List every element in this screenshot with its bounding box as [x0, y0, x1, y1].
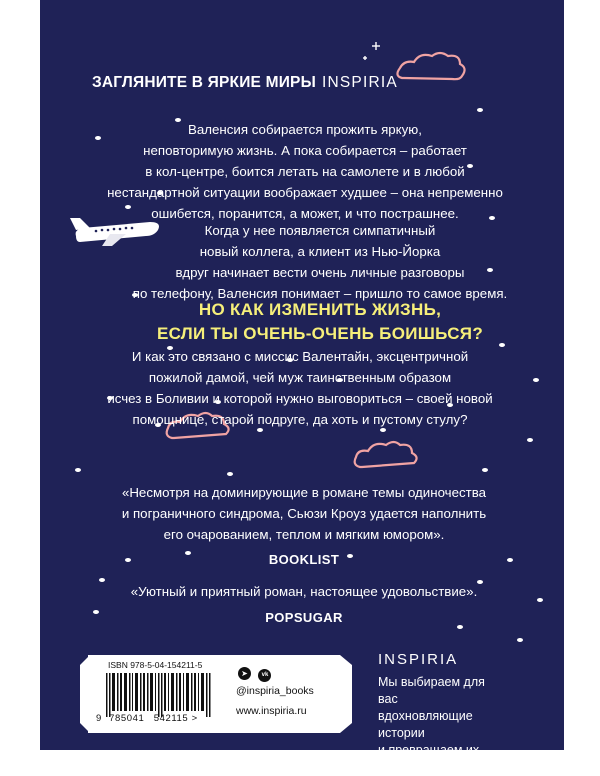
synopsis-paragraph-1: [100, 119, 510, 224]
star: [482, 468, 488, 472]
telegram-icon[interactable]: ➤: [238, 667, 251, 680]
barcode-tab-edge: [80, 655, 90, 733]
text-line: неповторимую жизнь. А пока собирается – работает: [143, 143, 467, 158]
star: [457, 625, 463, 629]
star: [477, 108, 483, 112]
text-line: пожилой дамой, чей муж таинственным образом: [148, 370, 452, 385]
review-line: «Несмотря на доминирующие в романе темы одиночества: [121, 485, 487, 500]
text-line: исчез в Боливии и которой нужно выговориться – своей новой: [107, 391, 493, 406]
synopsis-paragraph-2: [120, 220, 520, 304]
review-line: его очарованием, теплом и мягким юмором».: [163, 527, 445, 542]
series-heading: ЗАГЛЯНИТЕ В ЯРКИЕ МИРЫ: [92, 74, 316, 91]
review-source: BOOKLIST: [268, 552, 340, 567]
text-line: в кол-центре, боится летать на самолете и в любой: [145, 164, 465, 179]
text-line: помощнице, старой подруге, да хоть и пустому стулу?: [132, 412, 468, 427]
barcode-digits-right: 542115: [153, 713, 189, 724]
star: [75, 468, 81, 472]
publisher-tagline: [378, 674, 508, 776]
synopsis-paragraph-3: [80, 346, 520, 430]
barcode-digit-lead: 9: [96, 713, 102, 724]
cloud-icon: [397, 53, 464, 79]
tagline-line: вдохновляющие истории: [378, 709, 473, 740]
star: [533, 378, 539, 382]
review-line: «Уютный и приятный роман, настоящее удовольствие».: [130, 584, 478, 599]
isbn-text: ISBN 978-5-04-154211-5: [108, 660, 203, 670]
social-icons: [238, 663, 271, 682]
star: [227, 472, 233, 476]
review-popsugar: [92, 581, 516, 602]
tagline-line: Мы выбираем для вас: [378, 675, 485, 706]
text-line: И как это связано с миссис Валентайн, эксцентричной: [131, 349, 469, 364]
social-handle[interactable]: @inspiria_books: [236, 685, 314, 697]
tagline-line: в особенные книги: [378, 760, 487, 774]
text-line: по телефону, Валенсия понимает – пришло то самое время.: [132, 286, 508, 301]
barcode-digits-left: 785041: [109, 713, 145, 724]
headline-line: ЕСЛИ ТЫ ОЧЕНЬ-ОЧЕНЬ БОИШЬСЯ?: [156, 324, 484, 343]
publisher-logo: INSPIRIA: [378, 651, 459, 668]
text-line: новый коллега, а клиент из Нью-Йорка: [199, 244, 441, 259]
review-booklist: [92, 482, 516, 545]
star: [517, 638, 523, 642]
star: [527, 438, 533, 442]
text-line: вдруг начинает вести очень личные разговоры: [175, 265, 465, 280]
cloud-icon: [355, 442, 417, 467]
series-brand: INSPIRIA: [321, 74, 398, 91]
social-tab-edge: [340, 655, 352, 733]
review-source: POPSUGAR: [265, 610, 343, 625]
headline: [120, 298, 520, 346]
review-line: и пограничного синдрома, Сьюзи Кроуз удается наполнить: [121, 506, 487, 521]
series-title: [92, 74, 398, 92]
sparkle-icon: [363, 42, 380, 60]
text-line: Валенсия собирается прожить яркую,: [188, 122, 422, 137]
text-line: нестандартной ситуации воображает худшее – она непременно: [107, 185, 503, 200]
barcode: [88, 655, 230, 733]
barcode-digits: [96, 713, 198, 724]
barcode-bars: [106, 673, 214, 717]
website-link[interactable]: www.inspiria.ru: [236, 705, 307, 717]
headline-line: НО КАК ИЗМЕНИТЬ ЖИЗНЬ,: [198, 300, 442, 319]
social-block: [230, 655, 340, 733]
barcode-arrow: >: [191, 713, 198, 724]
text-line: Когда у нее появляется симпатичный: [204, 223, 436, 238]
text-line: ошибется, поранится, а может, и что пострашнее.: [151, 206, 459, 221]
tagline-line: и превращаем их: [378, 743, 480, 757]
vk-icon[interactable]: vk: [258, 669, 271, 682]
star: [537, 598, 543, 602]
